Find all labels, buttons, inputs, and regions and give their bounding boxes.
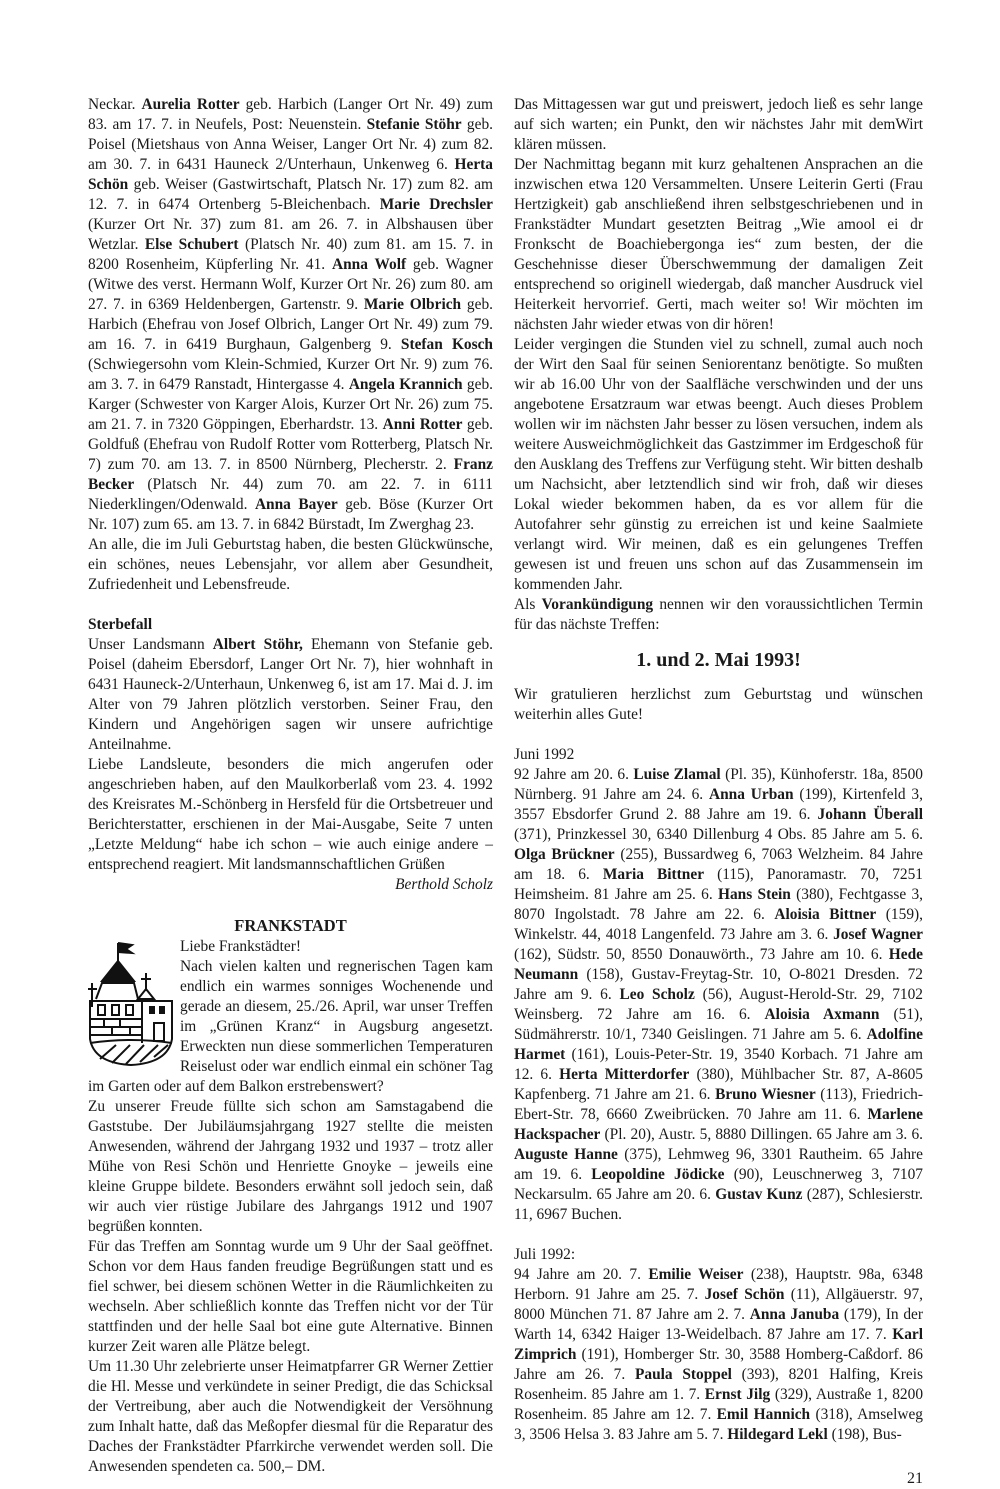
- frankstadt-coat-of-arms-icon: [88, 939, 174, 1067]
- frankstadt-paragraph: Zu unserer Freude füllte sich schon am Samstagabend die Gaststube. Der Jubiläumsjahrgang 1927 stellte die meisten Anwesenden, während der Jahrgang 1932 und 1937 – trotz aller Mühe von Resi Schön und Henriette Gnoyke – jeweils eine kleine Gruppe bildete. Besonders erwähnt soll jedoch sein, daß wir auch vier rüstige Jubilare des Jahrgangs 1912 und 1907 begrüßen konnten.: [88, 1098, 493, 1235]
- june-heading: Juni 1992: [514, 746, 575, 763]
- left-column: [88, 95, 493, 1477]
- frankstadt-paragraph: Für das Treffen am Sonntag wurde um 9 Uhr der Saal geöffnet. Schon vor dem Haus fanden freudige Begrüßungen statt und es fiel schwer, bei diesem schönen Wetter in die Räumlichkeiten zu wechseln. Aber schließlich konnte das Treffen nicht vor der Tür stattfinden und der helle Saal bot eine gute Alternative. Binnen kurzer Zeit waren alle Plätze belegt.: [88, 1238, 493, 1355]
- report-paragraph: Der Nachmittag begann mit kurz gehaltenen Ansprachen an die inzwischen etwa 120 Versammelten. Unsere Leiterin Gerti (Frau Hertzigkeit) gab anschließend ihren selbstgeschriebenen und in Frankstädter Mundart gesetzten Beitrag „Wie amool ei dr Fronkscht de Boachiebergonga ies“ zum besten, der die Geschehnisse dieser Überschwemmung der damaligen Zeit entsprechend so originell wiedergab, daß mancher Ausdruck viel Heiterkeit hervorrief. Gerti, mach weiter so! Wir möchten im nächsten Jahr wieder etwas von dir hören!: [514, 156, 923, 333]
- person-name: Marie Olbrich: [363, 296, 462, 313]
- text-run: (287), Schlesierstr. 11, 6967 Buchen.: [514, 1186, 924, 1223]
- person-name: Hildegard Lekl: [727, 1426, 828, 1443]
- letter-text: Liebe Landsleute, besonders die mich angerufen oder angeschrieben haben, auf den Maulkorberlaß vom 23. 4. 1992 des Kreisrates M.-Schönberg in Hersfeld für die Ortsbetreuer und Berichterstatter, erschienen in der Mai-Ausgabe, Seite 7 unten „Letzte Meldung“ habe ich schon – wie auch einige andere – entsprechend reagiert. Mit landsmannschaftlichen Grüßen: [88, 756, 493, 873]
- person-name: Franz Becker: [88, 456, 493, 493]
- text-run: (393), 8201 Halfing, Kreis Rosenheim. 85 Jahre am 1. 7.: [514, 1366, 923, 1403]
- text-run: geb. Poisel (Mietshaus von Anna Weiser, Langer Ort Nr. 4) zum 82. am 30. 7. in 6431 Hauneck 2/Unterhaun, Unkenweg 6.: [88, 116, 494, 173]
- person-name: Stefanie Stöhr: [366, 116, 462, 133]
- text-run: (Kurzer Ort Nr. 37) zum 81. am 26. 7. in Albshausen über Wetzlar.: [88, 216, 493, 253]
- july-section: [514, 1245, 923, 1445]
- text-run: geb. Wagner (Witwe des verst. Hermann Wolf, Kurzer Ort Nr. 26) zum 80. am 27. 7. in 6369 Heldenbergen, Gartenstr. 9.: [88, 256, 493, 313]
- text-run: (371), Prinzkessel 30, 6340 Dillenburg 4 Obs. 85 Jahre am 5. 6.: [514, 826, 923, 843]
- person-name: Leo Scholz: [619, 986, 695, 1003]
- frankstadt-paragraph: Nach vielen kalten und regnerischen Tagen kam endlich ein warmes sonniges Wochenende und gerade an diesem, 25./26. April, war unser Treffen im „Grünen Kranz“ in Augsburg angesetzt. Erweckten nun diese sommerlichen Temperaturen Reiselust oder war endlich einmal ein schöner Tag im Garten oder auf dem Balkon erstrebenswert?: [88, 958, 493, 1095]
- person-name: Hede Neumann: [514, 946, 923, 983]
- text-run: (Pl. 35), Künhoferstr. 18a, 8500 Nürnberg. 91 Jahre am 24. 6.: [514, 766, 923, 803]
- person-name: Angela Krannich: [348, 376, 463, 393]
- text-run: geb. Goldfuß (Ehefrau von Rudolf Rotter vom Rotterberg, Platsch Nr. 7) zum 70. am 13. 7. in 8500 Nürnberg, Plecherstr. 2.: [88, 416, 493, 473]
- person-name: Olga Brückner: [514, 846, 615, 863]
- person-name: Johann Überall: [817, 806, 923, 823]
- june-section: [514, 745, 923, 1225]
- text-run: Neckar.: [88, 96, 142, 113]
- report-paragraph: Leider vergingen die Stunden viel zu schnell, zumal auch noch der Wirt den Saal für seinen Seniorentanz benötigte. So mußten wir ab 16.00 Uhr von der Saalfläche verschwinden und der uns angebotene Ersatzraum war etwas beengt. Auch dieses Problem wollen wir im nächsten Jahr besser zu lösen versuchen, indem als weitere Ausweichmöglichkeit das Gastzimmer im Erdgeschoß für den Ausklang des Treffens zur Verfügung steht. Wir bitten deshalb um Nachsicht, aber letztendlich sind wir froh, daß wir dieses Lokal wieder bekommen haben, da es vor allem für die Autofahrer sehr günstig zu erreichen ist und keine Saalmiete verlangt wird. Wir meinen, daß es ein gelungenes Treffen gewesen ist und freuen uns schon auf das Zusammensein im kommenden Jahr.: [514, 336, 923, 593]
- sterbefall-heading: Sterbefall: [88, 616, 153, 633]
- text-run: nennen wir den voraussichtlichen Termin für das nächste Treffen:: [514, 596, 923, 633]
- person-name: Anni Rotter: [382, 416, 463, 433]
- frankstadt-salutation: Liebe Frankstädter!: [180, 938, 301, 955]
- text-run: (Platsch Nr. 40) zum 81. am 15. 7. in 8200 Rosenheim, Küpferling Nr. 41.: [88, 236, 493, 273]
- text-run: (191), Homberger Str. 30, 3588 Homberg-Caßdorf. 86 Jahre am 26. 7.: [514, 1346, 923, 1383]
- text-run: geb. Karger (Schwester von Karger Alois, Kurzer Ort Nr. 26) zum 75. am 21. 7. in 7320 Göppingen, Eberhardstr. 13.: [88, 376, 493, 433]
- frankstadt-heading: FRANKSTADT: [234, 916, 347, 935]
- person-name: Albert Stöhr,: [212, 636, 303, 653]
- person-name: Hans Stein: [718, 886, 791, 903]
- text-run: (113), Friedrich-Ebert-Str. 78, 6660 Zweibrücken. 70 Jahre am 11. 6.: [514, 1086, 923, 1123]
- text-run: (375), Lehmweg 96, 3301 Rautheim. 65 Jahre am 19. 6.: [514, 1146, 924, 1183]
- text-run: geb. Böse (Kurzer Ort Nr. 107) zum 65. am 13. 7. in 6842 Bürstadt, Im Zwerghag 23.: [88, 496, 493, 533]
- congrats-text: Wir gratulieren herzlichst zum Geburtstag und wünschen weiterhin alles Gute!: [514, 686, 923, 723]
- text-run: Ehemann von Stefanie geb. Poisel (daheim Ebersdorf, Langer Ort Nr. 7), hier wohnhaft in 6431 Hauneck-2/Unterhaun, Unkenweg 6, ist am 17. Mai d. J. im Alter von 79 Jahren plötzlich verstorben. Seiner Frau, den Kindern und Angehörigen sagen wir unsere aufrichtige Anteilnahme.: [88, 636, 494, 753]
- text-run: Unser Landsmann: [88, 636, 213, 653]
- text-run: (90), Leuschnerweg 3, 7107 Neckarsulm. 65 Jahre am 20. 6.: [514, 1166, 923, 1203]
- person-name: Paula Stoppel: [634, 1366, 732, 1383]
- person-name: Bruno Wiesner: [715, 1086, 816, 1103]
- congrats-section: [514, 685, 923, 725]
- person-name: Anna Januba: [749, 1306, 840, 1323]
- text-run: (161), Louis-Peter-Str. 19, 3540 Korbach. 71 Jahre am 12. 6.: [514, 1046, 923, 1083]
- person-name: Anna Urban: [708, 786, 794, 803]
- person-name: Vorankündigung: [541, 596, 654, 613]
- july-heading: Juli 1992:: [514, 1246, 576, 1263]
- left-column-top: [88, 95, 493, 595]
- person-name: Ernst Jilg: [704, 1386, 771, 1403]
- text-run: (158), Gustav-Freytag-Str. 10, O-8021 Dresden. 72 Jahre am 9. 6.: [514, 966, 923, 1003]
- announcement-text: [514, 595, 923, 635]
- person-name: Marie Drechsler: [379, 196, 494, 213]
- frankstadt-section: [88, 915, 493, 1477]
- next-meeting-date: [514, 647, 923, 673]
- text-run: (199), Kirtenfeld 3, 3557 Ebsdorfer Grund 2. 88 Jahre am 19. 6.: [514, 786, 923, 823]
- person-name: Anna Wolf: [331, 256, 407, 273]
- right-column: [514, 95, 923, 1489]
- person-name: Emil Hannich: [716, 1406, 811, 1423]
- text-run: (380), Mühlbacher Str. 87, A-8605 Kapfenberg. 71 Jahre am 21. 6.: [514, 1066, 923, 1103]
- text-run: (159), Winkelstr. 44, 4018 Langenfeld. 73 Jahre am 3. 6.: [514, 906, 923, 943]
- report-paragraph: Das Mittagessen war gut und preiswert, jedoch ließ es sehr lange auf sich warten; ein Punkt, den wir nächstes Jahr mit demWirt klären müssen.: [514, 96, 923, 153]
- person-name: Aurelia Rotter: [141, 96, 240, 113]
- text-run: (162), Südstr. 50, 8550 Donauwörth., 73 Jahre am 10. 6.: [514, 946, 889, 963]
- person-name: Aloisia Bittner: [774, 906, 877, 923]
- person-name: Marlene Hackspacher: [514, 1106, 923, 1143]
- text-run: (179), In der Warth 14, 6342 Haiger 13-Weidelbach. 87 Jahre am 17. 7.: [514, 1306, 923, 1343]
- text-run: (115), Panoramastr. 70, 7251 Heimsheim. 81 Jahre am 25. 6.: [514, 866, 923, 903]
- text-run: Als: [514, 596, 542, 613]
- signature: Berthold Scholz: [395, 876, 493, 893]
- text-run: (329), Austraße 1, 8200 Rosenheim. 85 Jahre am 12. 7.: [514, 1386, 924, 1423]
- next-meeting-heading: 1. und 2. Mai 1993!: [636, 649, 801, 671]
- person-name: Auguste Hanne: [514, 1146, 618, 1163]
- person-name: Josef Schön: [704, 1286, 785, 1303]
- person-name: Adolfine Harmet: [514, 1026, 923, 1063]
- birthday-list-july-right: [514, 1265, 923, 1445]
- text-run: (380), Fechtgasse 3, 8070 Ingolstadt. 78 Jahre am 22. 6.: [514, 886, 923, 923]
- obituary-text: [88, 635, 493, 755]
- person-name: Emilie Weiser: [648, 1266, 744, 1283]
- text-run: 92 Jahre am 20. 6.: [514, 766, 634, 783]
- birthday-list-july: [88, 95, 493, 535]
- person-name: Aloisia Axmann: [764, 1006, 880, 1023]
- sterbefall-section: [88, 615, 493, 895]
- person-name: Stefan Kosch: [400, 336, 493, 353]
- person-name: Herta Schön: [88, 156, 493, 193]
- page-number: 21: [907, 1470, 923, 1487]
- text-run: (56), August-Herold-Str. 29, 7102 Weinsberg. 72 Jahre am 16. 6.: [514, 986, 923, 1023]
- text-run: geb. Harbich (Ehefrau von Josef Olbrich, Langer Ort Nr. 49) zum 79. am 16. 7. in 6419 Burghaun, Galgenberg 9.: [88, 296, 493, 353]
- text-run: (318), Amselweg 3, 3506 Helsa 3. 83 Jahre am 5. 7.: [514, 1406, 923, 1443]
- person-name: Gustav Kunz: [715, 1186, 803, 1203]
- text-run: (255), Bussardweg 6, 7063 Welzheim. 84 Jahre am 18. 6.: [514, 846, 923, 883]
- text-run: (238), Hauptstr. 98a, 6348 Herborn. 91 Jahre am 25. 7.: [514, 1266, 923, 1303]
- text-run: geb. Harbich (Langer Ort Nr. 49) zum 83. am 17. 7. in Neufels, Post: Neuenstein.: [88, 96, 493, 133]
- text-run: (51), Südmährerstr. 10/1, 7340 Geislingen. 71 Jahre am 5. 6.: [514, 1006, 923, 1043]
- text-run: (Platsch Nr. 44) zum 70. am 22. 7. in 6111 Niederklingen/Odenwald.: [88, 476, 493, 513]
- birthday-wishes: An alle, die im Juli Geburtstag haben, die besten Glückwünsche, ein schönes, neues Lebensjahr, vor allem aber Gesundheit, Zufriedenheit und Lebensfreude.: [88, 536, 493, 593]
- text-run: (11), Allgäuerstr. 97, 8000 München 71. 87 Jahre am 2. 7.: [514, 1286, 923, 1323]
- person-name: Else Schubert: [144, 236, 239, 253]
- person-name: Karl Zimprich: [514, 1326, 923, 1363]
- person-name: Herta Mitterdorfer: [559, 1066, 690, 1083]
- person-name: Anna Bayer: [254, 496, 338, 513]
- person-name: Josef Wagner: [833, 926, 923, 943]
- frankstadt-paragraph: Um 11.30 Uhr zelebrierte unser Heimatpfarrer GR Werner Zettier die Hl. Messe und verkündete in seiner Predigt, die das Schicksal der Vertreibung, aber auch die Notwendigkeit der Versöhnung zum Inhalt hatte, daß das Meßopfer diesmal für die Reparatur des Daches der Frankstädter Pfarrkirche verwendet werden soll. Die Anwesenden spendeten ca. 500,– DM.: [88, 1358, 493, 1475]
- text-run: (Schwiegersohn vom Klein-Schmied, Kurzer Ort Nr. 9) zum 76. am 3. 7. in 6479 Ranstadt, Hintergasse 4.: [88, 356, 493, 393]
- text-run: geb. Weiser (Gastwirtschaft, Platsch Nr. 17) zum 82. am 12. 7. in 6474 Ortenberg 5-Bleichenbach.: [88, 176, 493, 213]
- right-column-top: [514, 95, 923, 635]
- person-name: Leopoldine Jödicke: [591, 1166, 725, 1183]
- person-name: Luise Zlamal: [633, 766, 721, 783]
- text-run: (Pl. 20), Austr. 5, 8880 Dillingen. 65 Jahre am 3. 6.: [600, 1126, 923, 1143]
- text-run: (198), Bus-: [827, 1426, 902, 1443]
- birthday-list-june: [514, 765, 923, 1225]
- person-name: Maria Bittner: [602, 866, 705, 883]
- text-run: 94 Jahre am 20. 7.: [514, 1266, 649, 1283]
